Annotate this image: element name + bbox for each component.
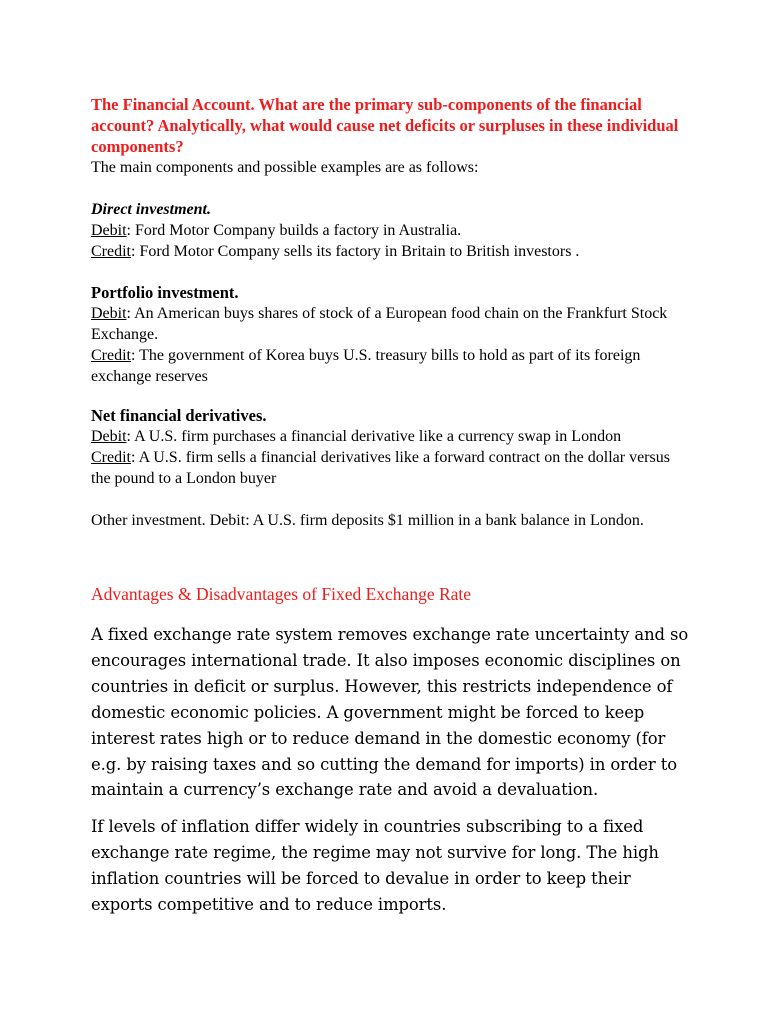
fixed-rate-paragraph-2: If levels of inflation differ widely in countries subscribing to a fixed exchange rate regime, the regime may not survive for long. The high inflation countries will be forced to devalue in order to keep their exports competitive and to reduce imports.	[91, 817, 659, 914]
other-investment-text: Other investment. Debit: A U.S. firm deposits $1 million in a bank balance in London.	[91, 512, 644, 529]
question-heading: The Financial Account. What are the primary sub-components of the financial account? Analytically, what would cause net deficits or surpluses in these individual components?	[91, 95, 679, 156]
debit-text: : An American buys shares of stock of a European food chain on the Frankfurt Stock Exchange.	[91, 305, 668, 343]
direct-investment-credit	[91, 241, 691, 262]
currency-term: currency	[183, 780, 257, 800]
direct-investment-section	[91, 199, 691, 262]
debit-label: Debit	[91, 428, 127, 445]
credit-text: : The government of Korea buys U.S. treasury bills to hold as part of its foreign exchange reserves	[91, 347, 641, 385]
paragraph-text: A fixed exchange rate system removes exchange rate uncertainty and so encourages international trade. It also imposes economic disciplines on countries in deficit or surplus. However, this restricts independence of domestic economic policies. A government might be forced to keep interest rates high or to reduce demand in the domestic economy (for e.g. by raising taxes and so cutting the demand for imports) in order to maintain a	[91, 625, 689, 800]
portfolio-investment-title: Portfolio investment.	[91, 283, 239, 302]
credit-label: Credit	[91, 243, 131, 260]
credit-text: : Ford Motor Company sells its factory in Britain to British investors .	[131, 243, 580, 260]
debit-label: Debit	[91, 222, 127, 239]
derivatives-title: Net financial derivatives.	[91, 406, 267, 425]
debit-label: Debit	[91, 305, 127, 322]
derivatives-debit	[91, 426, 691, 447]
credit-label: Credit	[91, 347, 131, 364]
intro-text: The main components and possible examples are as follows:	[91, 159, 479, 176]
direct-investment-title: Direct investment.	[91, 201, 211, 218]
debit-text: : A U.S. firm purchases a financial derivative like a currency swap in London	[126, 428, 622, 445]
derivatives-section	[91, 405, 691, 489]
derivatives-credit	[91, 447, 691, 489]
paragraph-text: ’s exchange rate and avoid a devaluation.	[256, 780, 599, 800]
portfolio-investment-section	[91, 282, 691, 387]
fixed-rate-heading: Advantages & Disadvantages of Fixed Exchange Rate	[91, 584, 472, 604]
portfolio-investment-credit	[91, 345, 691, 387]
fixed-rate-paragraph-1	[91, 622, 691, 803]
credit-text: : A U.S. firm sells a financial derivatives like a forward contract on the dollar versus the pound to a London buyer	[91, 449, 670, 487]
portfolio-investment-debit	[91, 303, 691, 345]
credit-label: Credit	[91, 449, 131, 466]
direct-investment-debit	[91, 220, 691, 241]
debit-text: : Ford Motor Company builds a factory in Australia.	[126, 222, 462, 239]
